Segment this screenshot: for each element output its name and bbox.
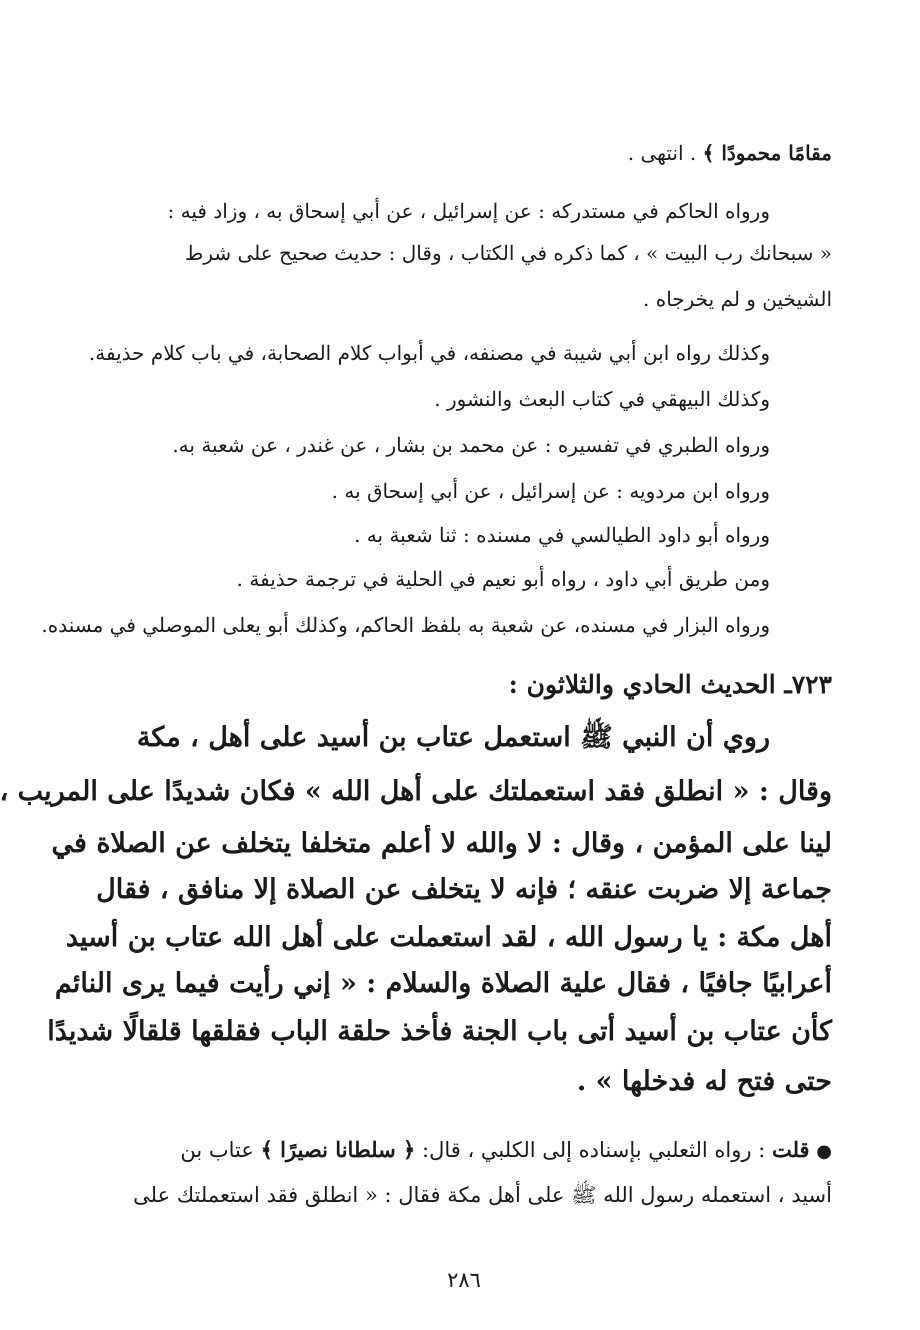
para-1-line-3: الشيخين و لم يخرجاه . (643, 287, 832, 311)
note-text-a: : رواه الثعلبي بإسناده إلى الكلبي ، قال: (422, 1138, 766, 1162)
para-2-line-5: ورواه أبو داود الطيالسي في مسنده : ثنا شعبة به . (354, 523, 770, 547)
para-2-line-1: وكذلك رواه ابن أبي شيبة في مصنفه، في أبواب كلام الصحابة، في باب كلام حذيفة. (88, 341, 770, 365)
para-2-line-2: وكذلك البيهقي في كتاب البعث والنشور . (434, 387, 770, 411)
page-number: ٢٨٦ (447, 1268, 481, 1292)
hadith-line-5: أهل مكة : يا رسول الله ، لقد استعملت على أهل الله عتاب بن أسيد (65, 922, 832, 953)
hadith-line-3: لينا على المؤمن ، وقال : لا والله لا أعلم متخلفا يتخلف عن الصلاة في (51, 828, 832, 859)
para-2-line-3: ورواه الطبري في تفسيره : عن محمد بن بشار ، عن غندر ، عن شعبة به. (172, 433, 770, 457)
bullet-icon: ● (816, 1141, 832, 1162)
hadith-line-2: وقال : « انطلق فقد استعملتك على أهل الله » فكان شديدًا على المريب ، (0, 776, 832, 807)
para-2-line-4: ورواه ابن مردويه : عن إسرائيل ، عن أبي إسحاق به . (331, 479, 770, 503)
hadith-line-8: حتى فتح له فدخلها » . (576, 1066, 832, 1097)
para-1-line-2: « سبحانك رب البيت » ، كما ذكره في الكتاب ، وقال : حديث صحيح على شرط (184, 241, 832, 265)
hadith-line-4: جماعة إلا ضربت عنقه ؛ فإنه لا يتخلف عن الصلاة إلا منافق ، فقال (96, 874, 832, 905)
para-2-line-6: ومن طريق أبي داود ، رواه أبو نعيم في الحلية في ترجمة حذيفة . (236, 567, 770, 591)
note-label: قلت (771, 1137, 810, 1162)
note-line-2: أسيد ، استعمله رسول الله ﷺ على أهل مكة فقال : « انطلق فقد استعملتك على (133, 1183, 832, 1207)
end-marker: . انتهى . (627, 141, 697, 165)
para-2-line-7: ورواه البزار في مسنده، عن شعبة به بلفظ الحاكم، وكذلك أبو يعلى الموصلي في مسنده. (41, 613, 770, 637)
hadith-line-1: روي أن النبي ﷺ استعمل عتاب بن أسيد على أهل ، مكة (136, 722, 770, 753)
hadith-line-7: كأن عتاب بن أسيد أتى باب الجنة فأخذ حلقة الباب فقلقها قلقالًا شديدًا (47, 1016, 832, 1047)
note-line-1 (108, 1136, 832, 1164)
para-1-line-1: ورواه الحاكم في مستدركه : عن إسرائيل ، عن أبي إسحاق به ، وزاد فيه : (167, 199, 770, 223)
quran-phrase: مقامًا محمودًا ﴾ (702, 141, 832, 165)
quran-phrase-note: ﴿ سلطانا نصيرًا ﴾ (260, 1137, 416, 1162)
hadith-line-6: أعرابيًا جافيًا ، فقال علية الصلاة والسلام : « إني رأيت فيما يرى النائم (54, 968, 832, 999)
hadith-heading: ٧٢٣ـ الحديث الحادي والثلاثون : (508, 670, 832, 699)
note-text-b: عتاب بن (180, 1138, 254, 1162)
continuation-line (108, 140, 832, 166)
